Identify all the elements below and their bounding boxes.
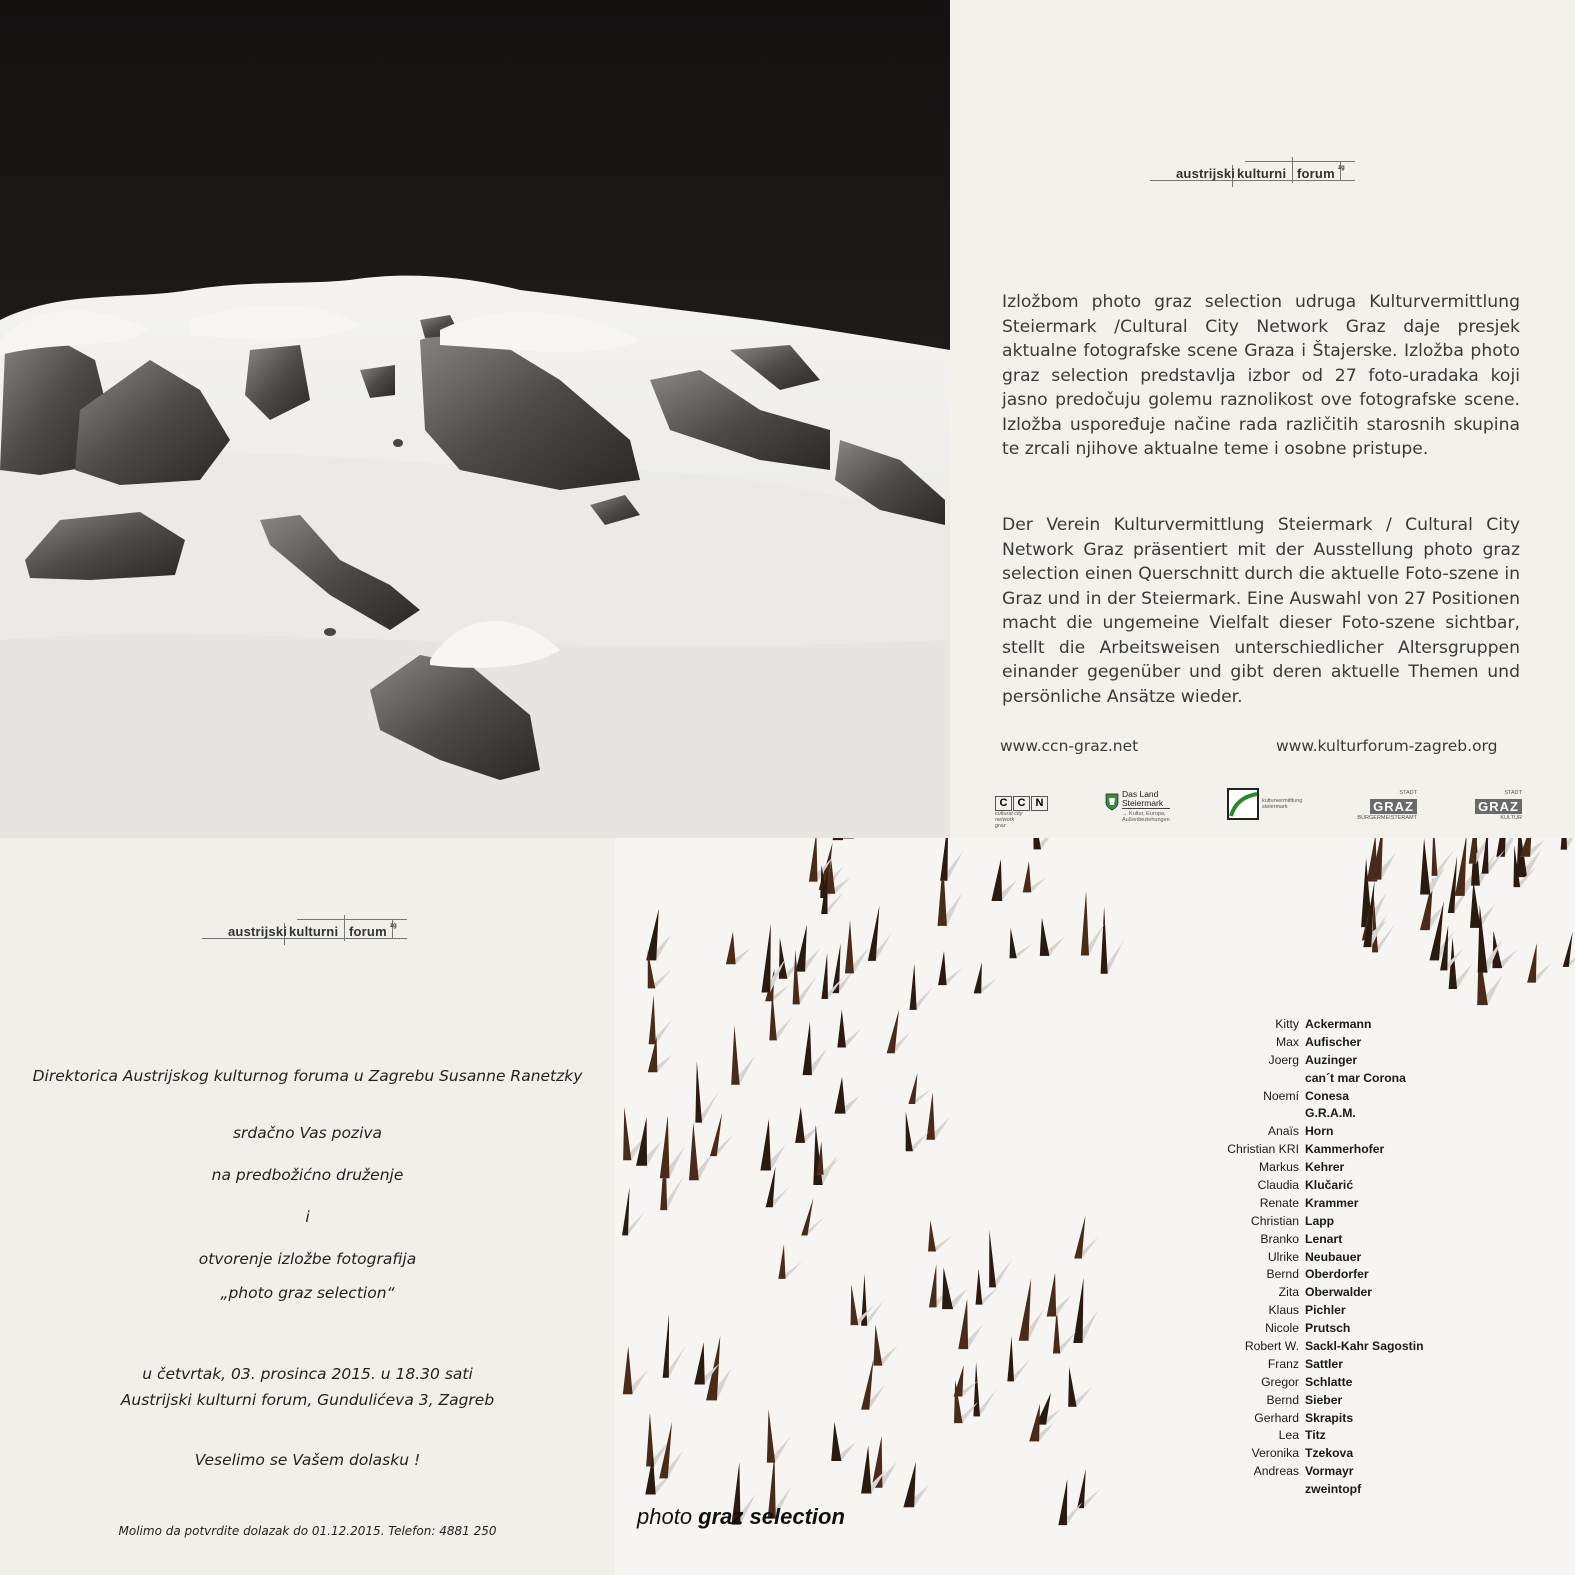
thorn	[622, 1187, 629, 1235]
thorn	[1047, 1273, 1057, 1317]
thorn	[845, 920, 854, 973]
artist-last-name: Kehrer	[1305, 1160, 1345, 1175]
thorn	[793, 949, 800, 1004]
artist-row	[1175, 1374, 1424, 1392]
thorn	[695, 1061, 702, 1123]
invitation-date-line: u četvrtak, 03. prosinca 2015. u 18.30 sati	[142, 1365, 473, 1383]
paragraph-croatian: Izložbom photo graz selection udruga Kulturvermittlung Steiermark /Cultural City Network Graz daje presjek aktualne fotografske scene Graza i Štajerske. Izložba photo graz selection predstavlja izbor od 27 foto-uradaka koji jasno predočuju golemu raznolikost ove fotografske scene. Izložba uspoređuje načine rada različitih starosnih skupina te zrcali njihove aktualne teme i osobne pristupe.	[1002, 292, 1520, 459]
artist-last-name: Horn	[1305, 1124, 1334, 1139]
thorn	[873, 1325, 882, 1366]
artist-last-name: Ackermann	[1305, 1017, 1372, 1031]
graz-kultur-logo: STADT GRAZ KULTUR	[1460, 790, 1522, 821]
thorn	[926, 1092, 934, 1140]
artist-row	[1175, 1463, 1424, 1481]
artist-last-name: Aufischer	[1305, 1034, 1362, 1049]
thorn	[1527, 943, 1537, 983]
photo-graz-selection-title: photo graz selection	[637, 1504, 845, 1529]
artist-first-name: Klaus	[1268, 1303, 1299, 1318]
artist-last-name: Oberdorfer	[1305, 1267, 1369, 1282]
artist-row	[1175, 1249, 1424, 1267]
thorn	[1455, 838, 1467, 896]
artist-row	[1175, 1034, 1424, 1052]
artist-row	[1175, 1088, 1424, 1106]
thorn	[761, 924, 770, 993]
artist-row	[1175, 1445, 1424, 1463]
artist-row	[1175, 1338, 1424, 1356]
artist-row	[1175, 1410, 1424, 1428]
artist-first-name: Nicole	[1265, 1321, 1299, 1336]
artist-last-name: Lapp	[1305, 1213, 1335, 1228]
invitation-invites-line: srdačno Vas poziva	[232, 1124, 383, 1142]
artist-first-name: Kitty	[1275, 1017, 1299, 1031]
snow-mountain-photo	[0, 0, 950, 838]
thorn	[958, 1299, 968, 1349]
thorn	[1058, 1479, 1067, 1525]
invitation-exhibition-title: „photo graz selection“	[220, 1284, 395, 1302]
thorn	[1029, 1404, 1040, 1442]
artist-last-name: zweintopf	[1305, 1482, 1362, 1497]
artist-first-name: Christian	[1250, 1213, 1299, 1228]
thorn	[660, 1115, 670, 1178]
artist-last-name: Schlatte	[1305, 1374, 1353, 1389]
artist-last-name: Neubauer	[1305, 1249, 1362, 1264]
invitation-rsvp-line: Molimo da potvrdite dolazak do 01.12.2015. Telefon: 4881 250	[118, 1524, 497, 1538]
artist-row	[1175, 1356, 1424, 1374]
thorn	[809, 838, 818, 882]
thorns-photo	[615, 838, 1575, 1575]
artist-last-name: Skrapits	[1305, 1410, 1354, 1425]
thorn	[942, 1267, 953, 1309]
artist-first-name: Markus	[1259, 1160, 1299, 1175]
artist-last-name: Krammer	[1305, 1195, 1359, 1210]
thorn	[903, 1462, 915, 1507]
artist-row	[1175, 1105, 1424, 1123]
artist-last-name: Pichler	[1305, 1303, 1346, 1318]
artist-row	[1175, 1231, 1424, 1249]
thorn	[778, 1244, 785, 1279]
invitation-opening-line: otvorenje izložbe fotografija	[198, 1250, 417, 1268]
artist-last-name: Lenart	[1305, 1231, 1343, 1246]
artist-row	[1175, 1159, 1424, 1177]
thorn	[623, 1107, 631, 1160]
artist-row	[1175, 1302, 1424, 1320]
artist-last-name: can´t mar Corona	[1305, 1070, 1406, 1085]
thorn	[910, 964, 917, 1010]
artist-last-name: Titz	[1305, 1428, 1326, 1443]
artist-first-name: Bernd	[1266, 1392, 1299, 1407]
artist-last-name: Vormayr	[1305, 1464, 1354, 1479]
artist-first-name: Gregor	[1261, 1374, 1299, 1389]
thorn	[938, 951, 946, 985]
artist-row	[1175, 1177, 1424, 1195]
graz-buergermeisteramt-logo: STADT GRAZ BÜRGERMEISTERAMT	[1357, 790, 1417, 821]
kulturforum-zagreb-link[interactable]: www.kulturforum-zagreb.org	[1276, 737, 1498, 755]
artist-last-name: Auzinger	[1305, 1052, 1358, 1067]
artist-first-name: Claudia	[1257, 1178, 1299, 1193]
thorn	[831, 1422, 841, 1461]
thorn	[1101, 907, 1108, 974]
thorn	[1033, 838, 1041, 849]
kulturvermittlung-icon	[1227, 788, 1259, 820]
artist-first-name: Zita	[1278, 1285, 1299, 1300]
artist-row	[1175, 1195, 1424, 1213]
thorn	[843, 838, 856, 839]
thorn	[861, 1445, 871, 1493]
invitation-event-line: na predbožićno druženje	[211, 1166, 404, 1184]
thorn	[1040, 918, 1050, 956]
thorn	[726, 932, 736, 964]
thorn	[767, 1409, 775, 1462]
exhibition-text-panel: austrijski kulturni forum zg Izložbom photo graz selection udruga Kulturvermittlung Steiermark /Cultural City Network Graz daje presjek aktualne fotografske scene Graza i Štajerske. Izložba photo graz selection predstavlja izbor od 27 foto-uradaka koji jasno predočuju golemu raznolikost ove fotografske scene. Izložba uspoređuje načine rada različitih starosnih skupina te zrcali njihove aktualne teme i osobne pristupe. Der Verein Kulturvermittlung Steiermark / Cultural City Network Graz präsentiert mit der Ausstellung photo graz selection einen Querschnitt durch die aktuelle Foto-szene in Graz und in der Steiermark. Eine Auswahl von 27 Positionen macht die ungemeine Vielfalt dieser Foto-szene sichtbar, stellt die Arbeitsweisen unterschiedlicher Altersgruppen einander gegenüber und gibt deren aktuelle Themen und persönliche Ansätze wieder. www.ccn-graz.net www.kulturforum-zagreb.org C C N cultural city network graz Das Land Steiermark → Kultur, Europa, Außenbeziehungen kulturvermittlung steiermark STADT GRAZ BÜRGERMEISTERAMT STADT GRAZ KULTUR	[950, 0, 1575, 838]
artist-row	[1175, 1123, 1424, 1141]
thorn	[1023, 861, 1031, 892]
artist-row	[1175, 1320, 1424, 1338]
artist-first-name: Veronika	[1251, 1446, 1299, 1461]
thorn	[649, 995, 656, 1044]
thorn	[1007, 1336, 1014, 1381]
thorn	[623, 1346, 633, 1394]
thorn	[851, 1284, 859, 1325]
artist-last-name: Tzekova	[1305, 1446, 1354, 1461]
thorn	[1009, 928, 1016, 959]
artist-first-name: Christian KRI	[1227, 1142, 1299, 1157]
kulturforum-logo: austrijski kulturni forum zg	[1150, 155, 1360, 187]
artist-row	[1175, 1016, 1424, 1034]
invitation-host-line: Direktorica Austrijskog kulturnog foruma u Zagrebu Susanne Ranetzky	[32, 1067, 583, 1085]
artist-row	[1175, 1266, 1424, 1284]
thorn	[1068, 1367, 1076, 1407]
thorn	[1432, 838, 1438, 876]
artist-first-name: Noemí	[1263, 1088, 1299, 1103]
artist-row	[1175, 1070, 1424, 1088]
thorn	[1561, 838, 1567, 850]
artist-first-name: Andreas	[1253, 1464, 1299, 1479]
thorn	[1420, 838, 1430, 894]
artist-first-name: Ulrike	[1267, 1249, 1299, 1264]
artist-row	[1175, 1284, 1424, 1302]
thorn	[821, 953, 828, 999]
artist-first-name: Lea	[1278, 1428, 1299, 1443]
thorn	[663, 1314, 669, 1378]
thorn	[991, 859, 1002, 901]
thorn	[760, 1119, 771, 1171]
thorn	[1081, 891, 1089, 956]
artist-last-name: Sieber	[1305, 1392, 1343, 1407]
artist-last-name: Sattler	[1305, 1356, 1343, 1371]
invitation-welcome-line: Veselimo se Vašem dolasku !	[194, 1451, 421, 1469]
thorn	[835, 1077, 846, 1114]
kulturforum-logo: austrijski kulturni forum zg	[202, 913, 412, 945]
invitation-address-line: Austrijski kulturni forum, Gundulićeva 3, Zagreb	[120, 1391, 495, 1409]
artist-row	[1175, 1213, 1424, 1231]
thorns-photo-panel	[615, 838, 1575, 1575]
artist-first-name: Anaïs	[1267, 1124, 1299, 1139]
ccn-graz-link[interactable]: www.ccn-graz.net	[1000, 737, 1139, 755]
thorn	[928, 1220, 936, 1251]
thorn	[837, 1009, 846, 1047]
thorn	[803, 1022, 812, 1075]
thorn	[731, 1025, 739, 1084]
thorn	[694, 1342, 705, 1384]
artist-first-name: Gerhard	[1254, 1410, 1299, 1425]
artist-last-name: Conesa	[1305, 1088, 1350, 1103]
artist-last-name: Klučarić	[1305, 1178, 1354, 1193]
artist-first-name: Franz	[1267, 1356, 1299, 1371]
invitation-and-line: i	[305, 1208, 310, 1226]
thorn	[976, 1269, 983, 1305]
artist-row	[1175, 1141, 1424, 1159]
artist-last-name: Sackl-Kahr Sagostin	[1305, 1339, 1424, 1354]
artist-first-name: Robert W.	[1244, 1339, 1299, 1354]
invitation-panel	[0, 838, 615, 1575]
thorn	[1470, 881, 1481, 928]
thorn	[833, 838, 843, 840]
paragraph-german: Der Verein Kulturvermittlung Steiermark / Cultural City Network Graz präsentiert mit der Ausstellung photo graz selection einen Querschnitt durch die aktuelle Foto-szene in Graz und in der Steiermark. Eine Auswahl von 27 Positionen macht die ungemeine Vielfalt dieser Foto-szene sichtbar, stellt die Arbeitsweisen unterschiedlicher Altersgruppen einander gegenüber und gibt deren aktuelle Themen und persönliche Ansätze wieder.	[1002, 515, 1520, 707]
thorn	[989, 1230, 996, 1287]
artist-first-name: Joerg	[1268, 1052, 1299, 1067]
thorn	[974, 963, 982, 994]
artist-row	[1175, 1392, 1424, 1410]
artist-first-name: Max	[1275, 1034, 1299, 1049]
artist-last-name: Kammerhofer	[1305, 1142, 1385, 1157]
artist-last-name: Oberwalder	[1305, 1285, 1373, 1300]
thorn	[636, 1117, 647, 1166]
artist-first-name: Bernd	[1266, 1267, 1299, 1282]
thorn	[689, 1123, 699, 1180]
thorn	[940, 838, 948, 881]
thorn	[973, 1362, 980, 1416]
thorn	[906, 1111, 913, 1151]
thorn	[929, 1264, 937, 1307]
steiermark-crest-icon	[1105, 793, 1119, 811]
artist-row	[1175, 1481, 1424, 1499]
thorn	[795, 1107, 805, 1143]
artist-row	[1175, 1427, 1424, 1445]
artist-list	[1175, 1016, 1424, 1499]
artist-last-name: Prutsch	[1305, 1321, 1351, 1336]
artist-first-name: Renate	[1259, 1195, 1299, 1210]
ccn-logo: C C N cultural city network graz	[995, 791, 1049, 829]
artist-last-name: G.R.A.M.	[1305, 1106, 1356, 1121]
artist-first-name: Branko	[1260, 1231, 1299, 1246]
thorn	[779, 938, 787, 979]
thorn	[796, 924, 807, 971]
artist-row	[1175, 1052, 1424, 1070]
